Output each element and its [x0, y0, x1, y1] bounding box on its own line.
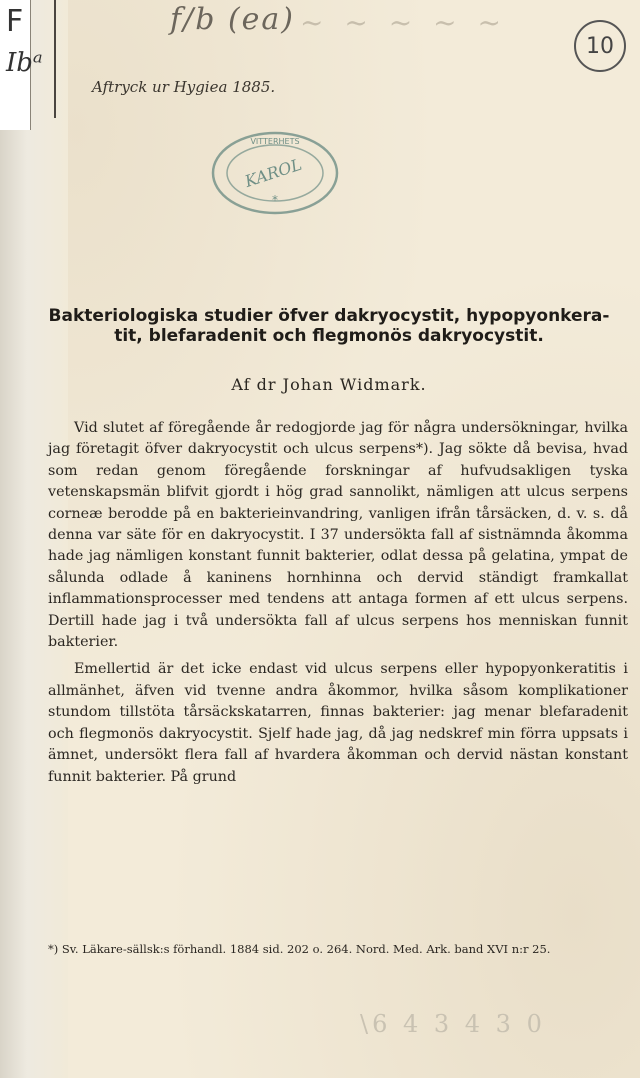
binding-rule [54, 0, 56, 118]
faded-handwriting: ~ ~ ~ ~ ~ [300, 6, 507, 39]
pencil-annotation: f/b (ea) [170, 2, 295, 37]
article-title [34, 306, 624, 346]
article-body [48, 418, 628, 788]
offprint-note: Aftryck ur Hygiea 1885. [92, 78, 276, 96]
stamp-symbol: * [272, 193, 278, 207]
stamp-text-top: VITTERHETS [250, 137, 300, 146]
title-line-2: tit, blefaradenit och flegmonös dakryocystit. [114, 326, 544, 346]
shelfmark-letter: F [6, 4, 24, 39]
shelfmark-code: Ibᵃ [6, 48, 43, 78]
faded-catalog-number: \6 4 3 4 3 0 [360, 1010, 546, 1038]
article-author: Af dr Johan Widmark. [231, 375, 427, 394]
library-stamp-icon [200, 118, 350, 228]
paragraph-2: Emellertid är det icke endast vid ulcus serpens eller hypopyonkeratitis i allmänhet, äfven vid tvenne andra åkommor, hvilka såsom komplikationer stundom tillstöta tårsäckskatarren, finnas bakterier: jag menar blefaradenit och flegmonös dakryocystit. Sjelf hade jag, då jag nedskref min förra uppsats i ämnet, undersökt flera fall af hvardera åkomman och dervid nästan konstant funnit bakterier. På grund [48, 661, 628, 785]
footnote: *) Sv. Läkare-sällsk:s förhandl. 1884 sid. 202 o. 264. Nord. Med. Ark. band XVI n:r 25. [48, 942, 551, 956]
title-line-1: Bakteriologiska studier öfver dakryocystit, hypopyonkera- [48, 306, 610, 326]
shelfmark-label [0, 0, 43, 130]
paragraph-1: Vid slutet af föregående år redogjorde jag för några undersökningar, hvilka jag företagit öfver dakryocystit och ulcus serpens*). Jag sökte då bevisa, hvad som redan genom föregående forskningar af hufvudsakligen tyska vetenskapsmän blifvit gjordt i hög grad sannolikt, nämligen att ulcus serpens corneæ berodde på en bakterieinvandring, vanligen ifrån tårsäcken, d. v. s. då denna var säte för en dakryocystit. I 37 undersökta fall af sistnämnda åkomma hade jag nämligen konstant funnit bakterier, odlat dessa på gelatina, ympat de sålunda odlade å kaninens hornhinna och dervid ständigt framkallat inflammationsprocesser med tendens att antaga formen af ett ulcus serpens. Dertill hade jag i två undersökta fall af ulcus serpens hos menniskan funnit bakterier. [48, 420, 628, 651]
stamp-text-mid: KAROL [242, 154, 305, 191]
circled-page-number: 10 [574, 20, 626, 72]
